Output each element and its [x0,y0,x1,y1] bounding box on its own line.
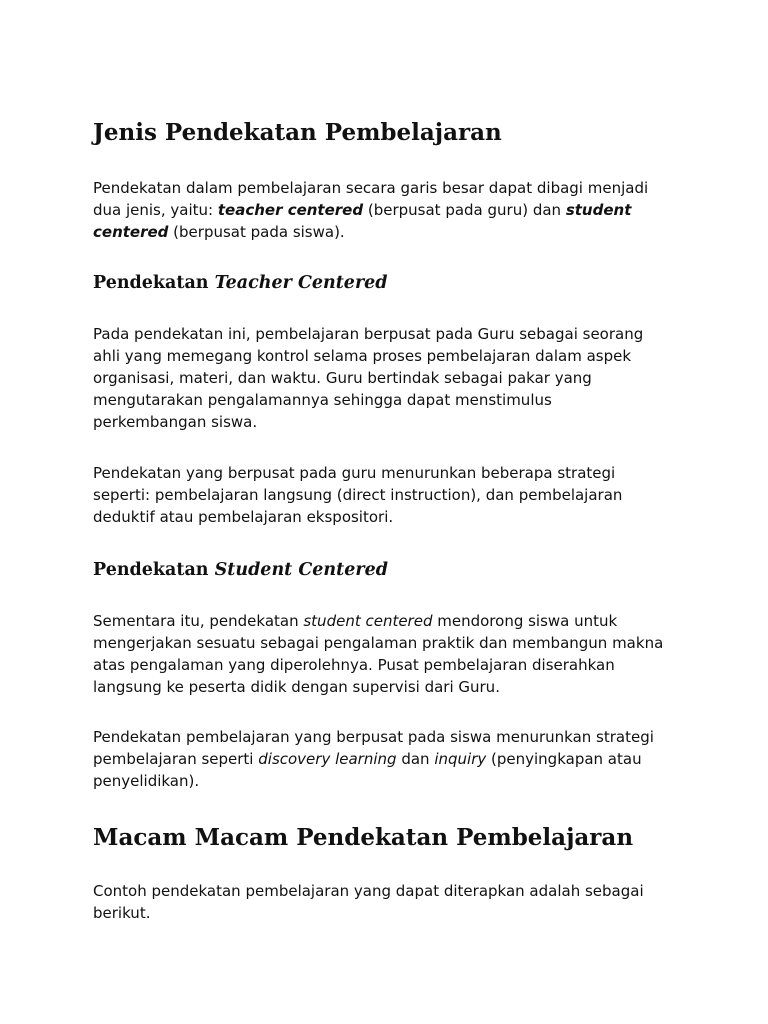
heading-student-centered [93,558,388,582]
student-text: Sementara itu, pendekatan [93,612,304,630]
student-text: (penyingkapan atau [486,750,642,768]
heading-macam-pendekatan: Macam Macam Pendekatan Pembelajaran [93,824,634,851]
heading-prefix: Pendekatan [93,273,215,293]
student-paragraph-2 [93,726,683,792]
teacher-p2-line: deduktif atau pembelajaran ekspositori. [93,508,394,526]
teacher-p1-line: Pada pendekatan ini, pembelajaran berpusat pada Guru sebagai seorang [93,325,644,343]
student-paragraph-1 [93,610,683,698]
intro-text: (berpusat pada guru) dan [363,201,566,219]
student-p1-line-3: atas pengalaman yang diperolehnya. Pusat pembelajaran diserahkan [93,656,615,674]
student-text: dan [396,750,435,768]
heading-emphasis: Student Centered [214,560,388,580]
student-p1-line-2: mengerjakan sesuatu sebagai pengalaman praktik dan membangun makna [93,634,664,652]
student-p2-line-1: Pendekatan pembelajaran yang berpusat pada siswa menurunkan strategi [93,728,654,746]
intro-text: dua jenis, yaitu: [93,201,218,219]
intro-line-3 [93,221,683,243]
term-student-centered: student centered [303,612,433,630]
term-centered: centered [93,223,169,241]
teacher-p1-line: perkembangan siswa. [93,413,258,431]
student-text: pembelajaran seperti [93,750,259,768]
macam-paragraph [93,880,683,924]
teacher-p1-line: organisasi, materi, dan waktu. Guru bertindak sebagai pakar yang [93,369,592,387]
intro-line-1: Pendekatan dalam pembelajaran secara garis besar dapat dibagi menjadi [93,179,649,197]
heading-emphasis: Teacher Centered [214,273,388,293]
student-p1-line-4: langsung ke peserta didik dengan supervisi dari Guru. [93,678,500,696]
intro-paragraph [93,177,683,243]
teacher-p1-line: ahli yang memegang kontrol selama proses pembelajaran dalam aspek [93,347,632,365]
heading-teacher-centered [93,271,388,295]
teacher-paragraph-1 [93,323,683,433]
macam-line: Contoh pendekatan pembelajaran yang dapat diterapkan adalah sebagai [93,882,644,900]
teacher-paragraph-2 [93,462,683,528]
term-discovery-learning: discovery learning [258,750,397,768]
heading-prefix: Pendekatan [93,560,215,580]
heading-jenis-pendekatan: Jenis Pendekatan Pembelajaran [93,119,502,146]
macam-line: berikut. [93,904,151,922]
intro-line-2 [93,199,683,221]
student-p2-line-3: penyelidikan). [93,772,200,790]
term-inquiry: inquiry [434,750,487,768]
intro-text: (berpusat pada siswa). [168,223,345,241]
teacher-p1-line: mengutarakan pengalamannya sehingga dapat menstimulus [93,391,552,409]
term-teacher-centered: teacher centered [217,201,364,219]
student-p1-line-1 [93,610,683,632]
teacher-p2-line: seperti: pembelajaran langsung (direct instruction), dan pembelajaran [93,486,623,504]
term-student: student [565,201,632,219]
teacher-p2-line: Pendekatan yang berpusat pada guru menurunkan beberapa strategi [93,464,616,482]
student-p2-line-2 [93,748,683,770]
student-text: mendorong siswa untuk [432,612,618,630]
